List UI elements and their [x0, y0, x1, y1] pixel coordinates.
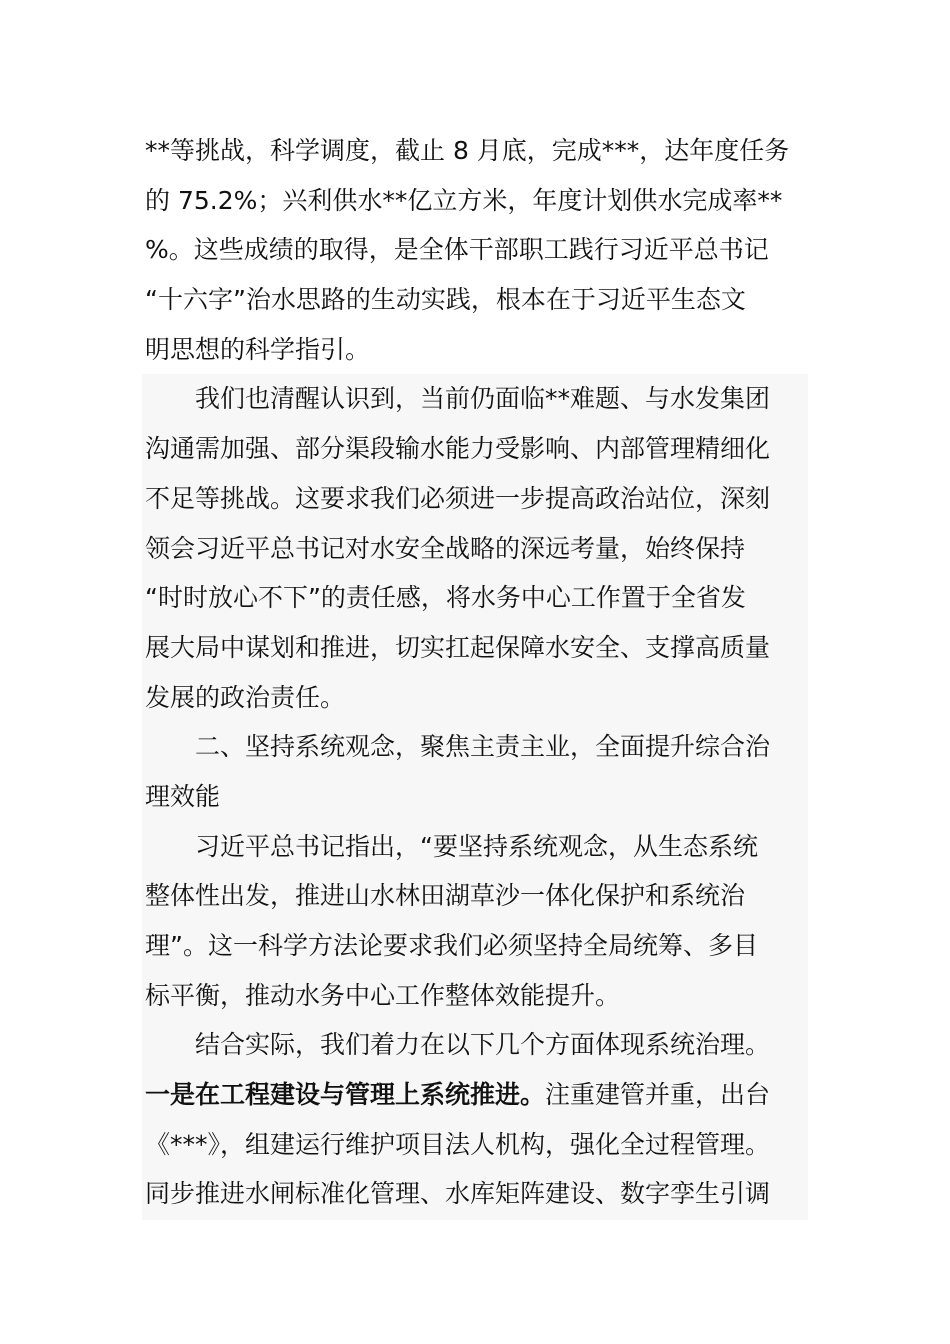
document-body [145, 126, 807, 1219]
text-line: 整体性出发，推进山水林田湖草沙一体化保护和系统治 [145, 881, 746, 911]
paragraph-start-line: 结合实际，我们着力在以下几个方面体现系统治理。 [195, 1030, 771, 1060]
text-line: 《***》，组建运行维护项目法人机构，强化全过程管理。 [145, 1129, 771, 1159]
paragraph-start-line: 我们也清醒认识到，当前仍面临**难题、与水发集团 [195, 384, 771, 414]
text-line: 领会习近平总书记对水安全战略的深远考量，始终保持 [145, 533, 746, 563]
section-heading-line: 理效能 [145, 781, 221, 811]
text-line: 沟通需加强、部分渠段输水能力受影响、内部管理精细化 [145, 434, 771, 464]
text-line: “十六字”治水思路的生动实践，根本在于习近平生态文 [145, 285, 746, 315]
text-line: 理”。这一科学方法论要求我们必须坚持全局统筹、多目 [145, 931, 758, 960]
text-line: 的 75.2%；兴利供水**亿立方米，年度计划供水完成率** [145, 185, 783, 215]
text-line: 发展的政治责任。 [145, 682, 346, 712]
paragraph-start-line: 习近平总书记指出，“要坚持系统观念，从生态系统 [195, 831, 758, 861]
section-heading-line: 二、坚持系统观念，聚焦主责主业，全面提升综合治 [195, 732, 771, 762]
text-line: 标平衡，推动水务中心工作整体效能提升。 [145, 980, 621, 1010]
text-line: %。这些成绩的取得，是全体干部职工践行习近平总书记 [145, 235, 769, 265]
text-line: 明思想的科学指引。 [145, 334, 371, 364]
text-line: 不足等挑战。这要求我们必须进一步提高政治站位，深刻 [145, 483, 771, 513]
text-line: 同步推进水闸标准化管理、水库矩阵建设、数字孪生引调 [145, 1179, 771, 1209]
text-line: “时时放心不下”的责任感，将水务中心工作置于全省发 [145, 583, 746, 613]
bold-lead: 一是在工程建设与管理上系统推进。 [145, 1080, 546, 1110]
text-line: 展大局中谋划和推进，切实扛起保障水安全、支撑高质量 [145, 632, 771, 662]
bold-lead-line [145, 1070, 807, 1120]
text-line: **等挑战，科学调度，截止 8 月底，完成***，达年度任务 [145, 136, 790, 165]
bold-line-rest: 注重建管并重，出台 [545, 1080, 771, 1110]
